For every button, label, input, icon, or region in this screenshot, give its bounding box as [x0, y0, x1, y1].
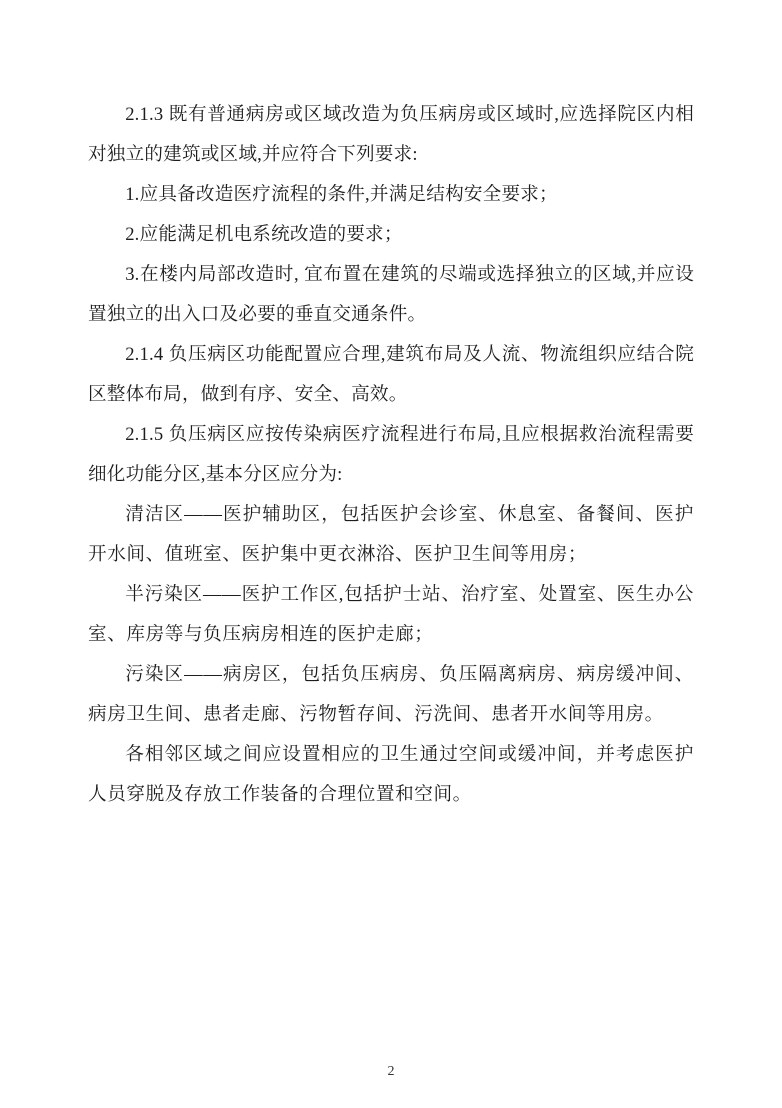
paragraph-clean-zone: 清洁区——医护辅助区，包括医护会诊室、休息室、备餐间、医护开水间、值班室、医护集中更衣淋浴、医护卫生间等用房； — [88, 504, 694, 565]
paragraph-2-1-4: 2.1.4 负压病区功能配置应合理,建筑布局及人流、物流组织应结合院区整体布局，做到有序、安全、高效。 — [88, 344, 694, 405]
paragraph-contaminated-zone: 污染区——病房区，包括负压病房、负压隔离病房、病房缓冲间、病房卫生间、患者走廊、污物暂存间、污洗间、患者开水间等用房。 — [88, 664, 694, 725]
paragraph-adjacent-zones: 各相邻区域之间应设置相应的卫生通过空间或缓冲间，并考虑医护人员穿脱及存放工作装备的合理位置和空间。 — [88, 744, 694, 805]
document-body — [88, 95, 694, 815]
paragraph-2-1-5: 2.1.5 负压病区应按传染病医疗流程进行布局,且应根据救治流程需要细化功能分区,基本分区应分为: — [88, 424, 694, 485]
paragraph-2-1-3-item-2: 2.应能满足机电系统改造的要求； — [125, 224, 403, 245]
paragraph-2-1-3: 2.1.3 既有普通病房或区域改造为负压病房或区域时,应选择院区内相对独立的建筑或区域,并应符合下列要求: — [88, 104, 694, 165]
paragraph-2-1-3-item-1: 1.应具备改造医疗流程的条件,并满足结构安全要求； — [125, 184, 558, 205]
page-number: 2 — [387, 1064, 395, 1079]
paragraph-semi-contaminated-zone: 半污染区——医护工作区,包括护士站、治疗室、处置室、医生办公室、库房等与负压病房相连的医护走廊； — [88, 584, 694, 645]
paragraph-2-1-3-item-3: 3.在楼内局部改造时, 宜布置在建筑的尽端或选择独立的区域,并应设置独立的出入口及必要的垂直交通条件。 — [88, 264, 694, 325]
